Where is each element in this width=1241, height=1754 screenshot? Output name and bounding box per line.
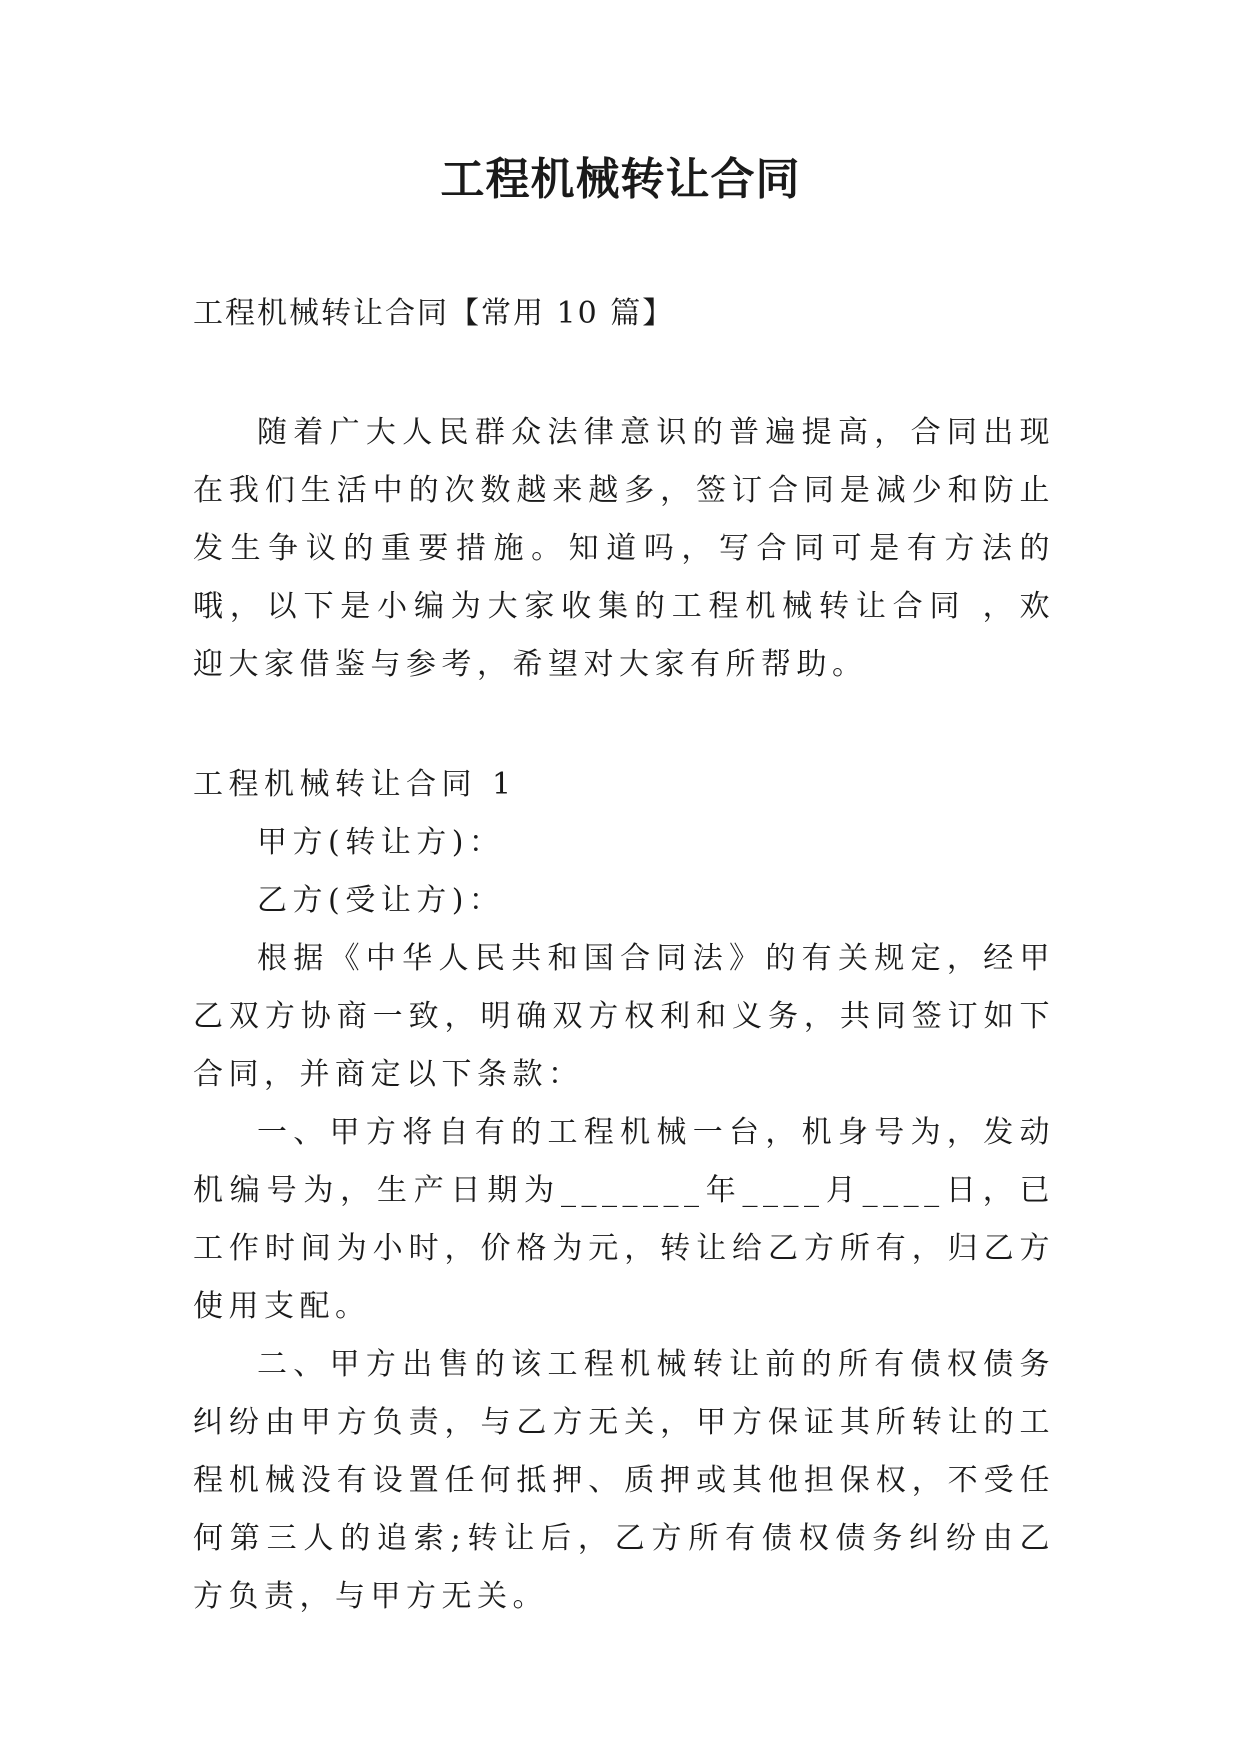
clause-2-paragraph: 二、甲方出售的该工程机械转让前的所有债权债务纠纷由甲方负责，与乙方无关，甲方保证其所转让的工程机械没有设置任何抵押、质押或其他担保权，不受任何第三人的追索;转让后，乙方所有债权债务纠纷由乙方负责，与甲方无关。 <box>193 1347 1055 1614</box>
intro-paragraph: 随着广大人民群众法律意识的普遍提高，合同出现在我们生活中的次数越来越多，签订合同是减少和防止发生争议的重要措施。知道吗，写合同可是有方法的哦，以下是小编为大家收集的工程机械转让合同 ，欢迎大家借鉴与参考，希望对大家有所帮助。 <box>193 415 1055 682</box>
party-b-line: 乙方(受让方)： <box>257 883 505 918</box>
clause-1-paragraph: 一、甲方将自有的工程机械一台，机身号为，发动机编号为，生产日期为_______年____月____日，已工作时间为小时，价格为元，转让给乙方所有，归乙方使用支配。 <box>193 1115 1055 1324</box>
party-a-line: 甲方(转让方)： <box>257 825 505 860</box>
preamble-paragraph: 根据《中华人民共和国合同法》的有关规定，经甲乙双方协商一致，明确双方权利和义务，共同签订如下合同，并商定以下条款： <box>193 941 1055 1092</box>
document-subtitle: 工程机械转让合同【常用 10 篇】 <box>193 296 675 331</box>
contract-section <box>193 756 1055 1626</box>
page-title: 工程机械转让合同 <box>440 154 801 205</box>
contract-heading: 工程机械转让合同 1 <box>193 767 517 802</box>
